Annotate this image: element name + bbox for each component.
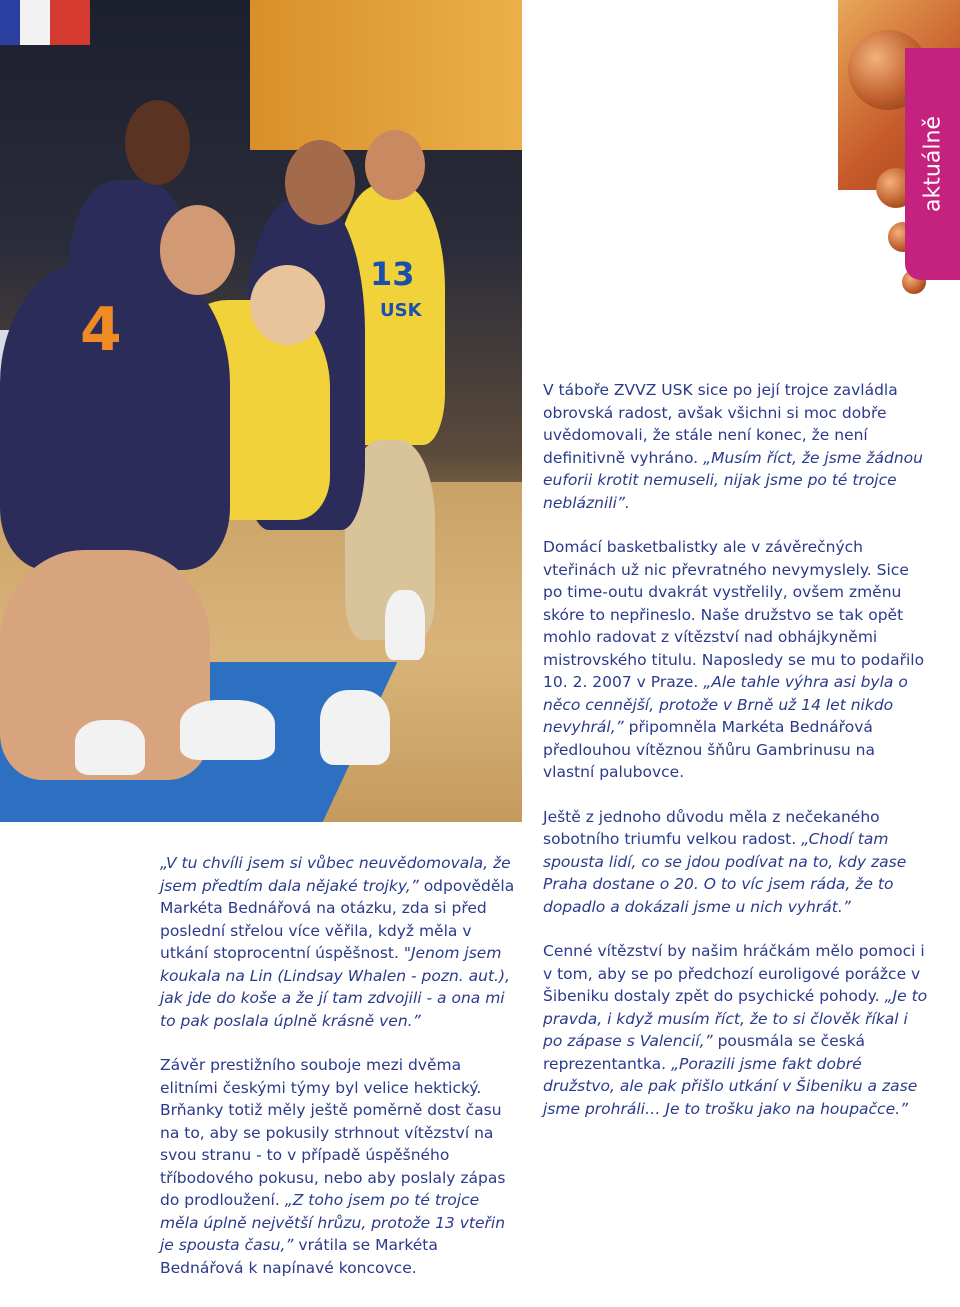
left-column	[160, 852, 520, 1301]
right-column	[543, 379, 928, 1142]
flag-decoration	[20, 0, 50, 45]
player-head	[160, 205, 235, 295]
paragraph	[160, 852, 520, 1032]
quote-text: „V tu chvíli jsem si vůbec neuvědomovala, že jsem předtím dala nějaké trojky,ˮ	[160, 854, 511, 895]
paragraph-text: odpověděla Markéta Bednářová na otázku, zda si před poslední střelou více věřila, když měla v utkání stoprocentní úspěšnost.	[160, 876, 515, 962]
shoe	[320, 690, 390, 765]
paragraph-text: Domácí basketbalistky ale v závěrečných vteřinách už nic převratného nevymyslely. Sice po time-outu dvakrát vystřelily, ovšem změnu skóre to nepřineslo. Naše družstvo se tak opět mohlo radovat z vítězství nad obhájkyněmi mistrovského titulu. Naposledy se mu to podařilo 10. 2. 2007 v Praze.	[543, 538, 925, 691]
paragraph-text: V táboře ZVVZ USK sice po její trojce zavládla obrovská radost, avšak všichni si moc dobře uvědomovali, že stále není konec, že není definitivně vyhráno.	[543, 381, 898, 467]
quote-text: „Z toho jsem po té trojce měla úplně největší hrůzu, protože 13 vteřin je spousta času,ˮ	[160, 1191, 506, 1254]
paragraph-text: Ještě z jednoho důvodu měla z nečekaného sobotního triumfu velkou radost.	[543, 807, 880, 848]
paragraph-text: Závěr prestižního souboje mezi dvěma elitními českými týmy byl velice hektický. Brňanky totiž měly ještě poměrně dost času na to, aby se pokusily strhnout vítězství na svou stranu - to v případě úspěšného tříbodového pokusu, nebo aby poslaly zápas do prodloužení.	[160, 1056, 506, 1209]
quote-text: „Je to pravda, i když musím říct, že to si člověk říkal i po zápase s Valencií,ˮ	[543, 987, 928, 1050]
section-tab	[905, 48, 960, 280]
quote-text: „Chodí tam spousta lidí, co se jdou podívat na to, kdy zase Praha dostane o 20. O to víc jsem ráda, že to dopadlo a dokázali jsme u nich vyhrát.ˮ	[543, 830, 907, 916]
paragraph-text: pousmála se česká reprezentantka.	[543, 1032, 866, 1073]
player-head	[285, 140, 355, 225]
player-head	[365, 130, 425, 200]
paragraph-text: vrátila se Markéta Bednářová k napínavé koncovce.	[160, 1236, 438, 1277]
quote-text: „Porazili jsme fakt dobré družstvo, ale pak přišlo utkání v Šibeniku a zase jsme prohráli… Je to trošku jako na houpačce.ˮ	[543, 1054, 918, 1118]
paragraph	[160, 1054, 520, 1279]
shoe	[385, 590, 425, 660]
paragraph	[543, 379, 928, 514]
player-head	[125, 100, 190, 185]
jersey-number: 4	[80, 295, 122, 365]
jersey-number: 13	[370, 255, 415, 293]
quote-text: „Ale tahle výhra asi byla o něco cennější, protože v Brně už 14 let nikdo nevyhrál,ˮ	[543, 673, 908, 736]
flag-decoration	[0, 0, 20, 45]
shoe	[180, 700, 275, 760]
paragraph	[543, 536, 928, 784]
arena-ad-board	[250, 0, 522, 150]
quote-text: "Jenom jsem koukala na Lin (Lindsay Whalen - pozn. aut.), jak jde do koše a že jí tam zdvojili - a ona mi to pak poslala úplně krásně ven.ˮ	[160, 944, 510, 1030]
section-tab-label: aktuálně	[920, 116, 945, 212]
shoe	[75, 720, 145, 775]
paragraph-text: připomněla Markéta Bednářová předlouhou vítěznou šňůru Gambrinusu na vlastní palubovce.	[543, 718, 875, 781]
paragraph-text: Cenné vítězství by našim hráčkám mělo pomoci i v tom, aby se po předchozí euroligové porážce v Šibeniku dostaly zpět do psychické pohody.	[543, 942, 925, 1005]
paragraph	[543, 806, 928, 919]
player-head	[250, 265, 325, 345]
jersey-text: USK	[380, 300, 422, 321]
paragraph	[543, 940, 928, 1120]
quote-text: „Musím říct, že jsme žádnou euforii krotit nemuseli, nijak jsme po té trojce neblázniliˮ.	[543, 448, 923, 512]
flag-decoration	[50, 0, 90, 45]
basketball-photo	[0, 0, 522, 822]
